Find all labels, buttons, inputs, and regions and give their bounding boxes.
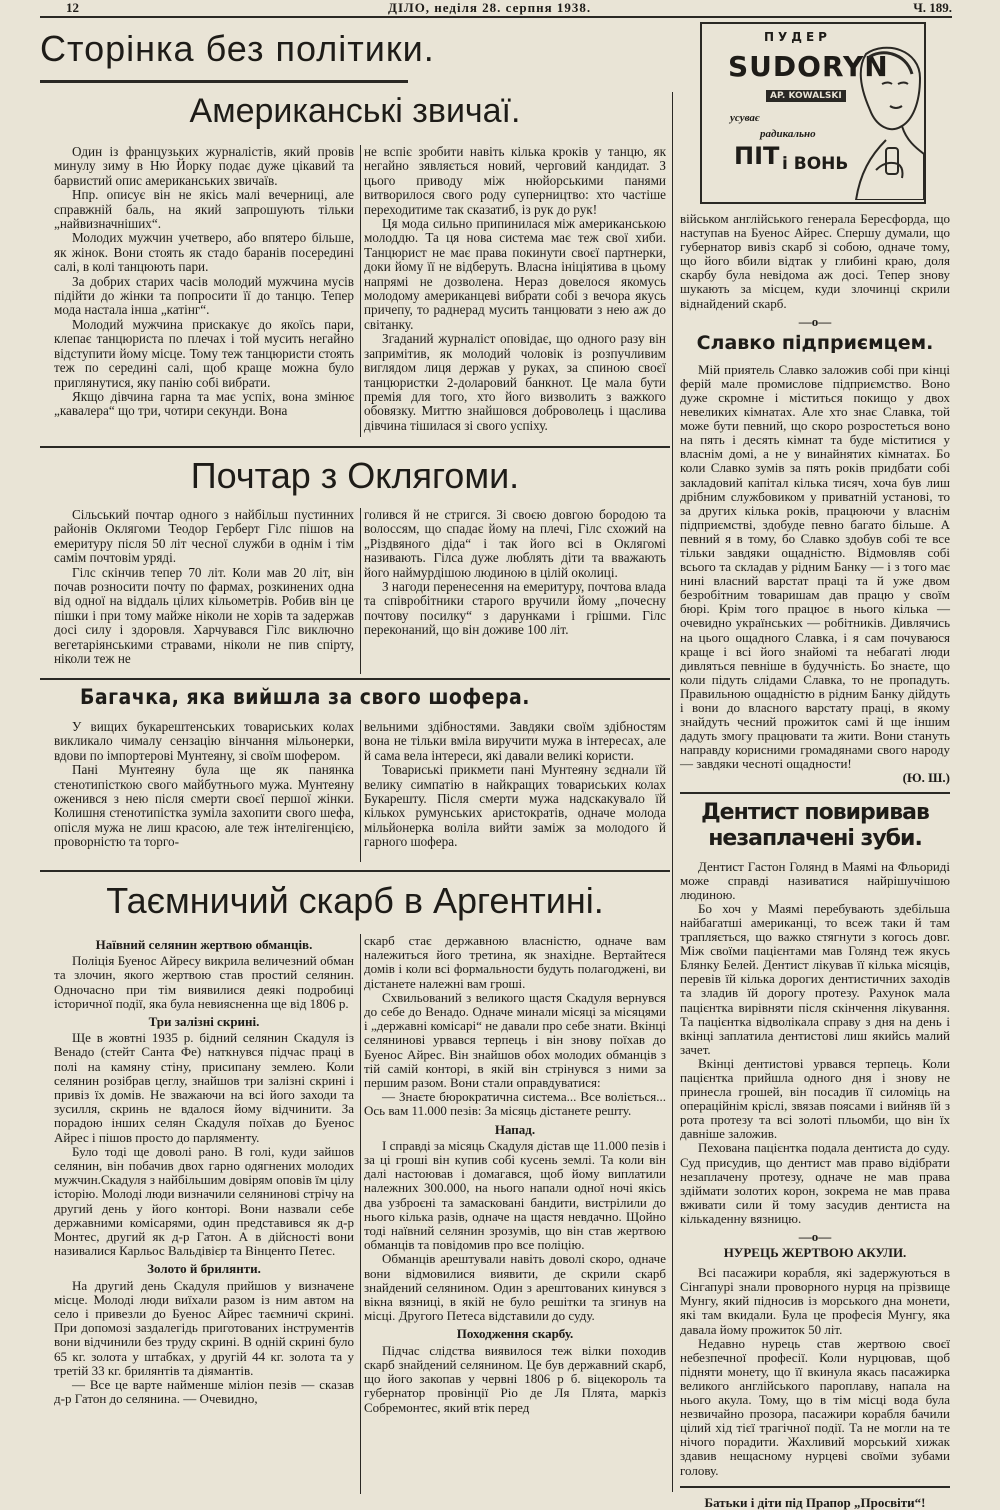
right-column-divider [672, 92, 673, 1492]
author-signature: (Ю. Ш.) [902, 770, 950, 786]
article-postman-title: Почтар з Оклягоми. [190, 455, 520, 496]
paragraph: Пехована пацієнтка подала дентиста до суду. Суд присудив, що дентист мав право відібрати незаплачену протезу, одначе не мав права здіймати золотих корон, зокрема не мав права вживати сили й тому засудив дентиста на кількаденну вязницю. [680, 1140, 950, 1226]
paragraph: Мій приятель Славко заложив собі при кінці ферій мале промислове підприємство. Воно дуже скромне і міститься покищо у двох невеликих кімнатах. Але хто знає Славка, той може бути певний, що скоро розростеться воно на пять і десять кімнат та буде міститися у власнім домі, а не у винайнятих кімнатах. Бо коли Славко зумів за пять років придбати собі закладовий капітал кілька тисяч, хоча був лиш дрібним службовиком у приватній установі, то за других кілька років, працюючи у власнім підприємстві, здобуде певно багато більше. А певний я в тому, бо Славко здобув собі те все тільки завдяки ощадністю. Відмовляв собі всього та складав у рідним Банку — і з того має нині власний варстат праці та й уже двом безробітним товаришам дав працю у своїм бюрі. Крім того працює в нього кілька — очевидно українських — робітників. Дивлячись на цього ощадного Славка, і я сам почуваюся краще і всі його знайомі та небагаті люди дивляться певніше в будучність. Бо знаєте, що коли підуть слідами Славка, то не пропадуть. Правильною ощадністю в рідним Банку дійдуть і вони до власного варстату праці, в якому знайдуть чесний прожиток самі й ще іншим дадуть змогу працювати та жити. Вони стануть направду корисними громадянами свого народу — завдяки чесноті ощадности! [680, 361, 950, 772]
article-american-customs-title: Американські звичаї. [189, 92, 521, 130]
column-divider [360, 934, 361, 1494]
issue-number: Ч. 189. [913, 0, 952, 15]
paragraph: Всі пасажири корабля, які задержуються в Сінгапурі знали проворного нурця на прізвище Мунгу, який підносив із морського дна монети, які там вкидали. Була це професія Мунгу, яка давала йому прожиток 50 літ. [680, 1265, 950, 1337]
ad-rest: і ВОНЬ [782, 154, 849, 174]
article-treasure-title: Таємничий скарб в Аргентині. [106, 880, 604, 921]
paragraph: Бо хоч у Маямі перебувають здебільша найбагатші американці, то всеж таки й там трапляється, що важко стягнути з когось довг. Між своїми пацієнтами мав Голянд теж якусь Блянку Белей. Дентист лікував її кілька місяців, перевів їй кілька дорогих дентистичних заходів та зладив їй дорогу протезу. Рахунок мала пацієнтка вирівняти після скінчення лікування. Та пацієнтка відволікала справу з дня на день і вкінці заплатила дентистові лиш якийсь малий зачет. [680, 900, 950, 1057]
separator: —о— [798, 1229, 832, 1244]
paragraph: вельними здібностями. Завдяки своїм здібностям вона не тільки вміла виручити мужа в інтересах, але й сама вела інтереси, які давали великі користи. [364, 719, 666, 763]
paragraph: Молодих мужчин учетверо, або впятеро більше, як жінок. Вони стоять як стадо баранів посередині салі, в колі танцюють пари. [54, 230, 354, 275]
column-divider [360, 720, 361, 862]
paragraph: З нагоди перенесення на емеритуру, почтова влада та співробітники старого вручили йому „почесну почтову посилку“ з дарунками і грішми. Гілс переконаний, що він доживе 100 літ. [364, 579, 666, 638]
paragraph: Якщо дівчина гарна та має успіх, вона змінює „кавалера“ що три, чотири секунди. Вона [54, 388, 354, 419]
footer-slogan: Батьки і діти під Прапор „Просвіти“! [704, 1494, 926, 1510]
paragraph: Ця мода сильно припинилася між американською молоддю. Та ця нова система має теж свої хиби. Танцюрист не має права покинути своєї партнерки, доки йому її не відберуть. Власна ініціятива в цьому напрямі не дозволена. Нераз довелося якомусь молодому американцеві вибрати собі з вечора якусь причепу, то раднерад мусить танцювати з нею аж до світанку. [364, 216, 666, 332]
paragraph: голився й не стригся. Зі своєю довгою бородою та волоссям, що спадає йому на плечі, Гілс схожий на „Різдвяного діда“ і так його всі в Оклягомі називають. Гілса дуже люблять діти та вважають його наймурдішою людиною в цілій околиці. [364, 507, 666, 580]
page-header [66, 0, 952, 16]
paragraph: Товариські прикмети пані Мунтеяну зєднали їй велику симпатію в найкращих товариських колах Букарешту. Після смерти мужа надскакувало їй кількох румунських аристократів, одначе молода мільйонерка воліла вийти заміж за молодого й гарного шофера. [364, 762, 666, 850]
article-american-customs-col1 [54, 145, 354, 419]
article-separator [40, 446, 670, 448]
ad-line2: радикально [760, 128, 816, 140]
paragraph: Обманців арештували навіть доволі скоро, одначе вони відмовилися виявити, де скрили скарб знайдений селянином. Один з арештованих кинувся з вікна вязниці, в якій не було решітки та згинув на місці. Другого Петеса відставили до суду. [364, 1251, 666, 1324]
page-number: 12 [66, 0, 79, 15]
subheading: Напад. [494, 1121, 536, 1137]
paragraph: Поліція Буенос Айресу викрила величезний обман та злочин, якого жертвою став простий селянин. Одночасно при тім виявилися деякі подробиці історичної події, яка була невиясненна ще від 1806 р. [54, 953, 354, 1011]
ad-top-label: ПУДЕР [764, 30, 831, 44]
article-american-customs-col2 [364, 145, 666, 433]
ad-maker: AP. KOWALSKI [766, 90, 846, 102]
paragraph: не вспіє зробити навіть кілька кроків у танцю, як негайно зявляється новий, черговий кандидат. З цього приводу між нюйорськими панями витворилося свого роду суперництво: хто частіше переходитиме так сказатиб, із рук до рук! [364, 144, 666, 217]
article-postman-col1 [54, 508, 354, 666]
article-separator [680, 1486, 950, 1488]
ad-line1: усуває [730, 112, 760, 124]
paragraph: Згаданий журналіст оповідає, що одного разу він запримітив, як молодий чоловік із розпучливим виглядом лиця держав у руках, за спиною своєї танцюристки 2-доларовий банкнот. Це мала бути премія для того, хто його визволить з важкого обовязку. Миттю знайшовся доброволець і щаслива дівчина тішилася зі свого успіху. [364, 331, 666, 433]
article-rich-woman-title: Багачка, яка вийшла за свого шофера. [80, 685, 530, 709]
paragraph: Нпр. описує він не якісь малі вечерниці, але справжній баль, на який запрошують тільки „найвизначніших“. [54, 187, 354, 232]
paragraph: Недавно нурець став жертвою своєї небезпечної професії. Коли нурцював, щоб підняти монету, що її вкинула якась пасажирка великого англійського пароплаву, напала на нього акула. Тому, що в тім місці вода була незвичайно прозора, пасажири корабля бачили цілий хід тієї трагічної події. Та не могли на те нічого порадити. Жахливий морський хижак здавив нещасному нурцеві своїми зубами голову. [680, 1335, 950, 1478]
section-title-underline [40, 80, 408, 83]
ad-sudoryn [700, 22, 926, 204]
paragraph: Ще в жовтні 1935 р. бідний селянин Скадуля із Венадо (стейт Санта Фе) наткнувся підчас праці в полі на камяну стіну, присипану землею. Коли селянин розібрав цеглу, знайшов три залізні скрині і привіз їх домів. Не зважаючи на всі його заходи та зусилля, скринь не вдалося йому відчинити. За порадою інших селян Скадуля поїхав до Буенос Айрес і пішов просто до парляменту. [54, 1030, 354, 1145]
paragraph: Один із французьких журналістів, який провів минулу зиму в Ню Йорку подає дуже цікавий та барвистий опис американських звичаїв. [54, 144, 354, 188]
subheading: Наївний селянин жертвою обманців. [95, 937, 313, 952]
diver-title: НУРЕЦЬ ЖЕРТВОЮ АКУЛИ. [723, 1245, 907, 1261]
article-postman-col2 [364, 508, 666, 638]
column-divider [360, 508, 361, 674]
paragraph: За добрих старих часів молодий мужчина мусів підійти до жінки та попросити її до танцю. Тепер мода настала інша „катінг“. [54, 273, 354, 318]
article-rich-woman-col1 [54, 720, 354, 850]
ad-big-word: ПІТ [734, 142, 780, 170]
article-separator [40, 870, 670, 872]
paragraph: Дентист Гастон Голянд в Маямі на Фльориді може справді називатися найрішучішою людиною. [680, 858, 950, 902]
dentist-title: Дентист повиривав незаплачені зуби. [701, 799, 929, 851]
paragraph: Було тоді ще доволі рано. В голі, куди зайшов селянин, він побачив двох гарно одягнених молодих мужчин.Скадуля з найбільшим довірям оповів їм цілу історію. Молоді люди визначили селянинові стрічу на другий день у його конторі. Вони назвали себе державними комісарями, один представився як д-р Монтес, другий як д-р Гатон. А в дійсності вони називалися Карльос Вальдівієр та Вінценто Петес. [54, 1143, 354, 1259]
slavko-title: Славко підприємцем. [696, 331, 934, 354]
paragraph: Вкінці дентистові урвався терпець. Коли пацієнтка прийшла одного дня і знову не принесла грошей, він посадив її силоміць на операційнім кріслі, звязав поясами і вийняв їй з рота протезу та всі золоті пльомби, що він їх давніше заложив. [680, 1055, 950, 1142]
paragraph: Молодий мужчина прискакує до якоїсь пари, клепає танцюриста по плечах і той мусить негайно відступити йому місце. Тому теж танцюристи стоять теж по середині салі, щоб краще можна було приглянутися, яку панію собі вибрати. [54, 316, 354, 390]
paragraph: У вищих букарештенських товариських колах викликало чималу сензацію вінчання мільонерки, вдови по імпортерові Мунтеяну, зі своїм шофером. [54, 719, 354, 763]
article-treasure-col2 [364, 934, 666, 1415]
paragraph: військом англійського генерала Бересфорда, що наступав на Буенос Айрес. Спершу думали, що губернатор вивіз скарб зі собою, одначе тому, що його вбили відтак у глибині краю, доля скарбу була невідома аж досі. Тепер знову шукають за місцем, куди злочинці скрили віднайдений скарб. [680, 211, 950, 311]
paragraph: — Знаєте бюрократична система... Все воліється... Ось вам 11.000 пезів: За місяць дістанете решту. [364, 1089, 666, 1119]
section-title: Сторінка без політики. [40, 28, 435, 69]
paragraph: — Все це варте найменше міліон пезів — сказав д-р Гатон до селянина. — Очевидно, [54, 1377, 354, 1407]
masthead: ДІЛО, неділя 28. серпня 1938. [388, 0, 592, 15]
paragraph: скарб стає державною власністю, одначе вам належиться його третина, як знахідне. Вертайтеся домів і коли всі формальности будуть полагоджені, ви дістанете належні вам гроші. [364, 933, 666, 991]
paragraph: Підчас слідства виявилося теж вілки походив скарб знайдений селянином. Це був державний скарб, що його закопав у червні 1806 р б. віцекороль та губернатор провінції Ріо де Ля Плята, маркіз Собремонтес, який втік перед [364, 1342, 666, 1415]
subheading: Золото й брилянти. [147, 1261, 261, 1277]
column-divider [360, 145, 361, 437]
article-rich-woman-col2 [364, 720, 666, 850]
separator: —о— [798, 313, 832, 329]
article-treasure-col1 [54, 934, 354, 1407]
header-rule [40, 16, 952, 18]
article-separator [680, 792, 950, 794]
paragraph: Схвильований з великого щастя Скадуля вернувся до себе до Венадо. Одначе минали місяці за місяцями і „державні комісарі“ не давали про себе знати. Вкінці селянинові урвався терпець і він знову поїхав до Буенос Айрес. Він знайшов обох молодих обманців з тій самій конторі, в якій він стрінувся з ними за першим разом. Вони стали оправдуватися: [364, 989, 666, 1091]
paragraph: Гілс скінчив тепер 70 літ. Коли мав 20 літ, він почав розносити почту по фармах, розкинених одна від одної на віддаль цілих кільометрів. Робив він це пішки і при тому майже ніколи не хорів та задержав досі силу і здоровля. Харчувався Гілс виключно вегетаріянськими стравами, ніколи не пив спірту, ніколи теж не [54, 564, 354, 667]
subheading: Три залізні скрині. [148, 1014, 260, 1030]
subheading: Походження скарбу. [456, 1326, 574, 1342]
ad-brand: SUDORYN [728, 50, 889, 83]
paragraph: Сільський почтар одного з найбільш пустинних районів Оклягоми Теодор Герберт Гілс пішов на емеритуру після 50 літ чесної служби в однім і тім самім почтовім уряді. [54, 507, 354, 566]
article-separator [40, 678, 670, 680]
paragraph: На другий день Скадуля прийшов у визначене місце. Молоді люди виїхали разом із ним автом на село і привезли до Буенос Айрес таємничі скрині. При допомозі заздалегідь приготованих інструментів вони відчинили без труду скрині. В одній скрині було 65 кг. золота у штабках, у другій 44 кг. золота та у третій 33 кг. брилянтів та діямантів. [54, 1277, 354, 1378]
paragraph: Пані Мунтеяну була ще як панянка стенотипісткою свого майбутнього мужа. Мунтеяну оженився з нею після смерти своєї першої жінки. Колишня стенотипістка зуміла захопити свого шефа, опісля мужа не лиш красою, але теж інтелігенцією, проворністю та торго- [54, 762, 354, 850]
paragraph: І справді за місяць Скадуля дістав ще 11.000 пезів і за ці гроші він купив собі кусень землі. Та коли він далі настоював і домагався, щоб йому виплатили належних 300.000, на нього напали одної ночі якісь два узброєні та замасковані бандити, вистрілили до нього кілька разів, одначе на щастя невдачно. Щойно тоді наївний селянин зрозумів, що він став жертвою обманців та повідомив про все поліцію. [364, 1137, 666, 1253]
woman-portrait-icon [846, 44, 924, 200]
right-column [680, 212, 950, 1510]
